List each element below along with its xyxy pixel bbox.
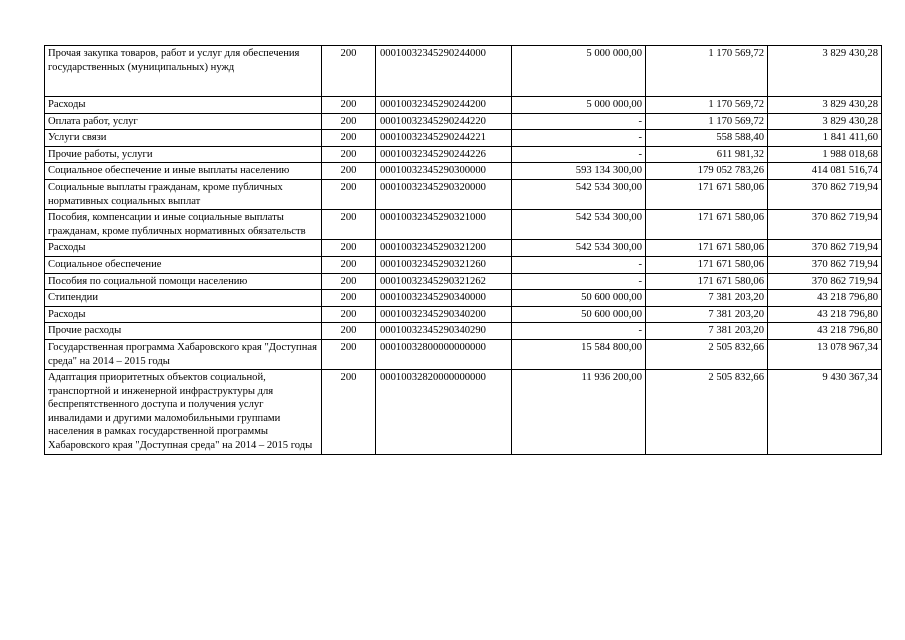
table-row bbox=[45, 290, 882, 307]
row-line-code: 200 bbox=[322, 146, 376, 163]
row-executed: 7 381 203,20 bbox=[646, 306, 768, 323]
row-executed: 1 170 569,72 bbox=[646, 97, 768, 114]
row-name: Стипендии bbox=[45, 290, 322, 307]
row-approved: 15 584 800,00 bbox=[512, 339, 646, 369]
row-remaining: 13 078 967,34 bbox=[768, 339, 882, 369]
row-approved: - bbox=[512, 146, 646, 163]
row-approved: - bbox=[512, 323, 646, 340]
table-row bbox=[45, 46, 882, 97]
table-row bbox=[45, 370, 882, 455]
row-budget-code: 00010032345290244000 bbox=[376, 46, 512, 97]
row-name: Социальные выплаты гражданам, кроме публичных нормативных социальных выплат bbox=[45, 179, 322, 209]
row-executed: 611 981,32 bbox=[646, 146, 768, 163]
row-remaining: 370 862 719,94 bbox=[768, 240, 882, 257]
row-approved: - bbox=[512, 113, 646, 130]
row-budget-code: 00010032345290340000 bbox=[376, 290, 512, 307]
row-name: Прочие расходы bbox=[45, 323, 322, 340]
row-remaining: 370 862 719,94 bbox=[768, 210, 882, 240]
row-executed: 171 671 580,06 bbox=[646, 179, 768, 209]
table-row bbox=[45, 339, 882, 369]
row-line-code: 200 bbox=[322, 46, 376, 97]
row-executed: 7 381 203,20 bbox=[646, 290, 768, 307]
row-executed: 171 671 580,06 bbox=[646, 210, 768, 240]
row-budget-code: 00010032345290244221 bbox=[376, 130, 512, 147]
row-executed: 179 052 783,26 bbox=[646, 163, 768, 180]
row-budget-code: 00010032345290340290 bbox=[376, 323, 512, 340]
row-remaining: 43 218 796,80 bbox=[768, 290, 882, 307]
table-row bbox=[45, 240, 882, 257]
row-remaining: 43 218 796,80 bbox=[768, 323, 882, 340]
row-approved: 5 000 000,00 bbox=[512, 46, 646, 97]
table-row bbox=[45, 146, 882, 163]
row-line-code: 200 bbox=[322, 256, 376, 273]
row-name: Расходы bbox=[45, 306, 322, 323]
row-name: Прочая закупка товаров, работ и услуг для обеспечения государственных (муниципальных) нужд bbox=[45, 46, 322, 97]
row-name: Прочие работы, услуги bbox=[45, 146, 322, 163]
row-line-code: 200 bbox=[322, 290, 376, 307]
row-remaining: 3 829 430,28 bbox=[768, 97, 882, 114]
row-budget-code: 00010032345290321200 bbox=[376, 240, 512, 257]
row-budget-code: 00010032345290321000 bbox=[376, 210, 512, 240]
row-remaining: 1 841 411,60 bbox=[768, 130, 882, 147]
row-executed: 7 381 203,20 bbox=[646, 323, 768, 340]
row-name: Пособия по социальной помощи населению bbox=[45, 273, 322, 290]
row-line-code: 200 bbox=[322, 240, 376, 257]
table-row bbox=[45, 256, 882, 273]
row-remaining: 1 988 018,68 bbox=[768, 146, 882, 163]
row-line-code: 200 bbox=[322, 97, 376, 114]
table-row bbox=[45, 113, 882, 130]
row-line-code: 200 bbox=[322, 179, 376, 209]
row-remaining: 370 862 719,94 bbox=[768, 179, 882, 209]
row-approved: 50 600 000,00 bbox=[512, 306, 646, 323]
table-body bbox=[45, 46, 882, 455]
row-name: Социальное обеспечение bbox=[45, 256, 322, 273]
row-approved: - bbox=[512, 256, 646, 273]
row-name: Пособия, компенсации и иные социальные выплаты гражданам, кроме публичных нормативных обязательств bbox=[45, 210, 322, 240]
row-name: Адаптация приоритетных объектов социальной, транспортной и инженерной инфраструктуры для беспрепятственного доступа и получения услуг инвалидами и другими маломобильными группами населения в рамках государственной программы Хабаровского края "Доступная среда" на 2014 – 2015 годы bbox=[45, 370, 322, 455]
row-executed: 558 588,40 bbox=[646, 130, 768, 147]
row-budget-code: 00010032345290320000 bbox=[376, 179, 512, 209]
row-budget-code: 00010032345290321262 bbox=[376, 273, 512, 290]
row-executed: 2 505 832,66 bbox=[646, 339, 768, 369]
row-line-code: 200 bbox=[322, 130, 376, 147]
row-budget-code: 00010032345290340200 bbox=[376, 306, 512, 323]
row-remaining: 3 829 430,28 bbox=[768, 46, 882, 97]
table-row bbox=[45, 273, 882, 290]
budget-table bbox=[44, 45, 882, 455]
row-line-code: 200 bbox=[322, 210, 376, 240]
row-name: Социальное обеспечение и иные выплаты населению bbox=[45, 163, 322, 180]
row-remaining: 9 430 367,34 bbox=[768, 370, 882, 455]
row-line-code: 200 bbox=[322, 370, 376, 455]
row-executed: 171 671 580,06 bbox=[646, 273, 768, 290]
row-approved: 542 534 300,00 bbox=[512, 240, 646, 257]
row-executed: 171 671 580,06 bbox=[646, 240, 768, 257]
row-line-code: 200 bbox=[322, 339, 376, 369]
row-remaining: 370 862 719,94 bbox=[768, 273, 882, 290]
table-row bbox=[45, 130, 882, 147]
row-approved: 593 134 300,00 bbox=[512, 163, 646, 180]
row-budget-code: 00010032820000000000 bbox=[376, 370, 512, 455]
row-name: Оплата работ, услуг bbox=[45, 113, 322, 130]
row-budget-code: 00010032800000000000 bbox=[376, 339, 512, 369]
row-line-code: 200 bbox=[322, 163, 376, 180]
row-approved: 542 534 300,00 bbox=[512, 210, 646, 240]
row-executed: 1 170 569,72 bbox=[646, 113, 768, 130]
row-approved: - bbox=[512, 273, 646, 290]
row-budget-code: 00010032345290244226 bbox=[376, 146, 512, 163]
row-executed: 2 505 832,66 bbox=[646, 370, 768, 455]
row-approved: 542 534 300,00 bbox=[512, 179, 646, 209]
row-executed: 1 170 569,72 bbox=[646, 46, 768, 97]
row-executed: 171 671 580,06 bbox=[646, 256, 768, 273]
row-budget-code: 00010032345290321260 bbox=[376, 256, 512, 273]
row-name: Услуги связи bbox=[45, 130, 322, 147]
row-approved: - bbox=[512, 130, 646, 147]
row-line-code: 200 bbox=[322, 113, 376, 130]
row-approved: 5 000 000,00 bbox=[512, 97, 646, 114]
row-line-code: 200 bbox=[322, 273, 376, 290]
row-remaining: 3 829 430,28 bbox=[768, 113, 882, 130]
table-row bbox=[45, 163, 882, 180]
row-remaining: 43 218 796,80 bbox=[768, 306, 882, 323]
table-row bbox=[45, 97, 882, 114]
row-budget-code: 00010032345290244220 bbox=[376, 113, 512, 130]
row-name: Расходы bbox=[45, 97, 322, 114]
row-line-code: 200 bbox=[322, 306, 376, 323]
table-row bbox=[45, 210, 882, 240]
row-budget-code: 00010032345290300000 bbox=[376, 163, 512, 180]
table-row bbox=[45, 323, 882, 340]
row-name: Государственная программа Хабаровского края "Доступная среда" на 2014 – 2015 годы bbox=[45, 339, 322, 369]
row-approved: 11 936 200,00 bbox=[512, 370, 646, 455]
row-remaining: 414 081 516,74 bbox=[768, 163, 882, 180]
row-budget-code: 00010032345290244200 bbox=[376, 97, 512, 114]
row-approved: 50 600 000,00 bbox=[512, 290, 646, 307]
table-row bbox=[45, 306, 882, 323]
row-name: Расходы bbox=[45, 240, 322, 257]
row-line-code: 200 bbox=[322, 323, 376, 340]
table-row bbox=[45, 179, 882, 209]
row-remaining: 370 862 719,94 bbox=[768, 256, 882, 273]
